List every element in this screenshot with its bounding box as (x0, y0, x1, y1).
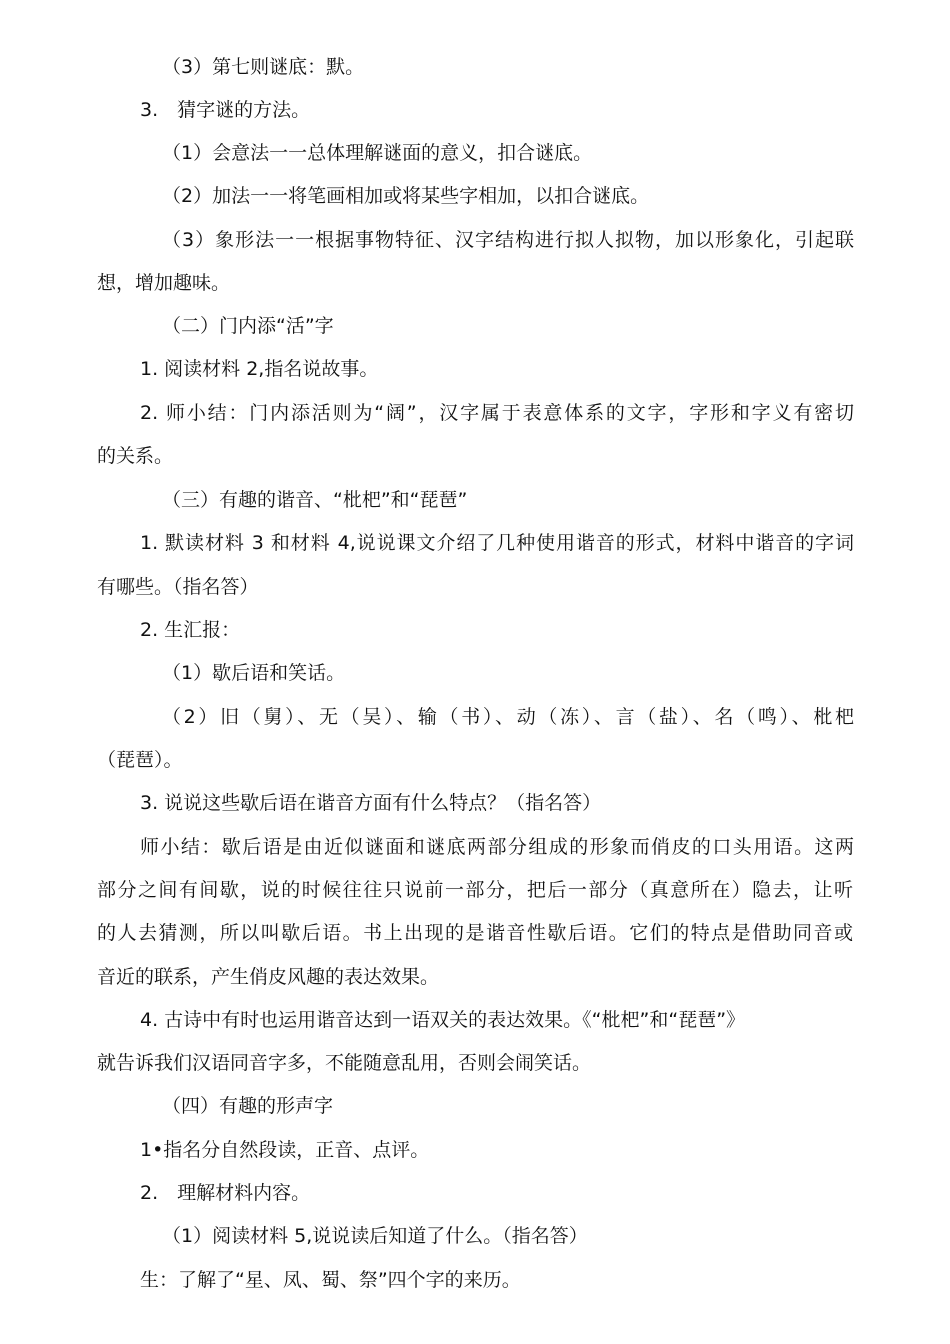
text-line: （1）阅读材料 5,说说读后知道了什么。（指名答） (162, 1225, 588, 1247)
section-heading: （三）有趣的谐音、“枇杷”和“琵琶” (162, 489, 468, 511)
text-line: 的关系。 (97, 445, 174, 467)
text-line: 部分之间有间歇，说的时候往往只说前一部分，把后一部分（真意所在）隐去，让听 (97, 879, 853, 901)
text-line: （3）第七则谜底：默。 (162, 56, 365, 78)
text-line: （琵琶）。 (97, 749, 183, 771)
text-line: （2）旧（舅）、无（吴）、输（书）、动（冻）、言（盐）、名（鸣）、枇杷 (162, 706, 854, 728)
section-heading: （四）有趣的形声字 (162, 1095, 334, 1117)
text-line: 生：了解了“星、凤、蜀、祭”四个字的来历。 (140, 1269, 521, 1291)
text-line: 3. 说说这些歇后语在谐音方面有什么特点？（指名答） (140, 792, 602, 814)
text-line: 有哪些。（指名答） (97, 576, 259, 598)
text-line: （1）歇后语和笑话。 (162, 662, 346, 684)
text-line: （1）会意法一一总体理解谜面的意义，扣合谜底。 (162, 142, 593, 164)
text-line: 师小结：歇后语是由近似谜面和谜底两部分组成的形象而俏皮的口头用语。这两 (140, 836, 854, 858)
text-line: 音近的联系，产生俏皮风趣的表达效果。 (97, 966, 440, 988)
text-line: 1•指名分自然段读，正音、点评。 (140, 1139, 430, 1161)
text-line: 的人去猜测，所以叫歇后语。书上出现的是谐音性歇后语。它们的特点是借助同音或 (97, 922, 853, 944)
text-line: 4. 古诗中有时也运用谐音达到一语双关的表达效果。《“枇杷”和“琵琶”》 (140, 1009, 746, 1031)
text-line: 1. 阅读材料 2,指名说故事。 (140, 358, 379, 380)
text-line: 3. 猜字谜的方法。 (140, 99, 311, 121)
text-line: 2. 理解材料内容。 (140, 1182, 311, 1204)
text-line: （3）象形法一一根据事物特征、汉字结构进行拟人拟物，加以形象化，引起联 (162, 229, 854, 251)
text-line: 就告诉我们汉语同音字多，不能随意乱用，否则会闹笑话。 (97, 1052, 592, 1074)
text-line: （2）加法一一将笔画相加或将某些字相加，以扣合谜底。 (162, 185, 650, 207)
text-line: 2. 生汇报： (140, 619, 241, 641)
text-line: 2. 师小结：门内添活则为“阔”，汉字属于表意体系的文字，字形和字义有密切 (140, 402, 854, 424)
text-line: 1. 默读材料 3 和材料 4,说说课文介绍了几种使用谐音的形式，材料中谐音的字词 (140, 532, 854, 554)
text-line: 想，增加趣味。 (97, 272, 231, 294)
section-heading: （二）门内添“活”字 (162, 315, 334, 337)
